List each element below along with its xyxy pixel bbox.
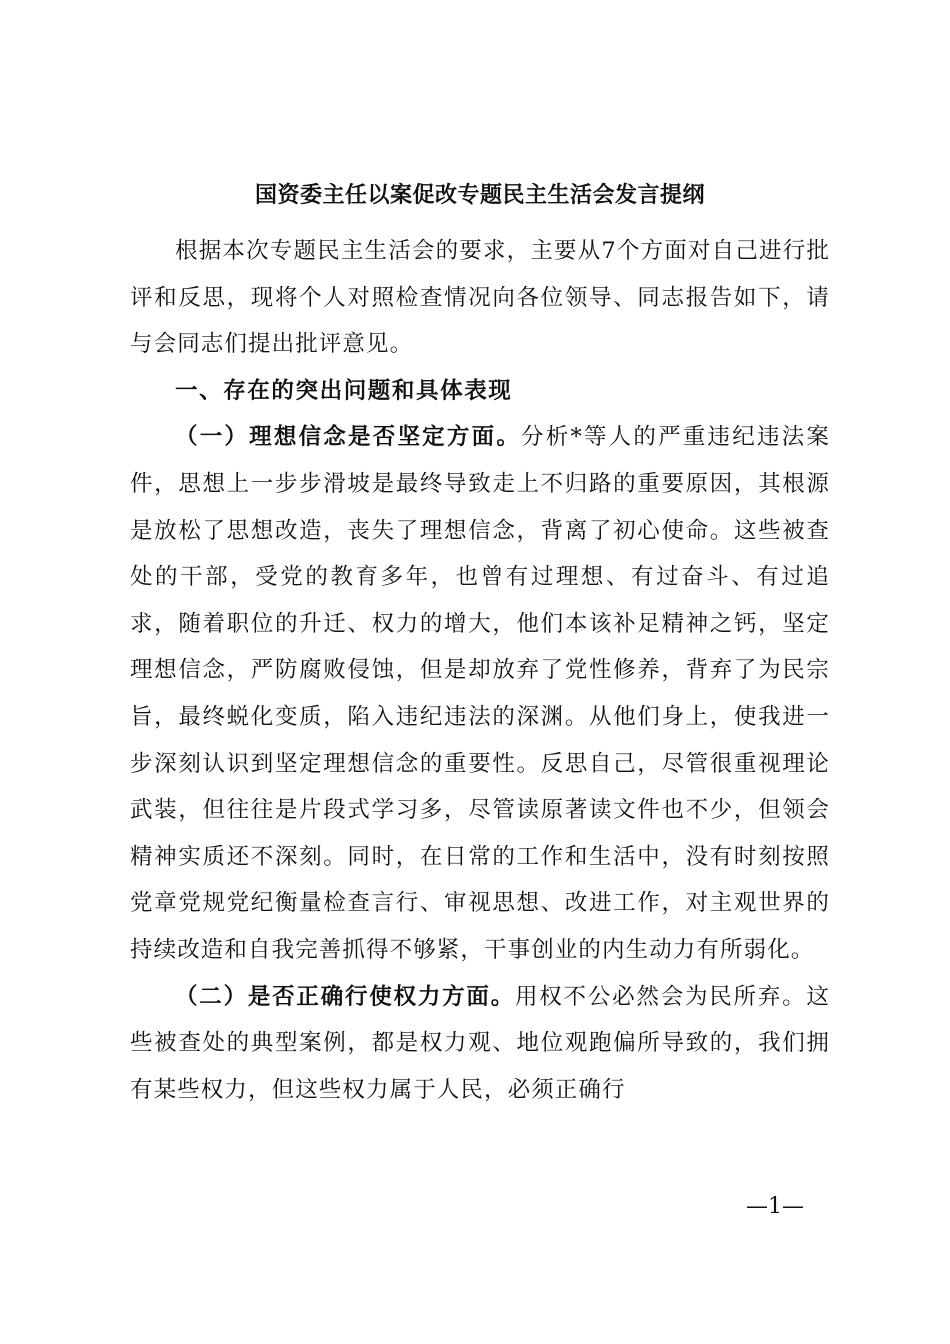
item-2-paragraph [130,974,830,1114]
intro-paragraph: 根据本次专题民主生活会的要求，主要从7个方面对自己进行批评和反思，现将个人对照检查情况向各位领导、同志报告如下，请与会同志们提出批评意见。 [130,238,830,358]
section-heading: 一、存在的突出问题和具体表现 [175,377,513,404]
item-1-paragraph [130,414,830,973]
page-number: —1— [746,1194,804,1219]
item-1-heading: （一）理想信念是否坚定方面。 [175,424,522,451]
item-1-text: 分析*等人的严重违纪违法案件，思想上一步步滑坡是最终导致走上不归路的重要原因，其根源是放松了思想改造，丧失了理想信念，背离了初心使命。这些被查处的干部，受党的教育多年，也曾有过理想、有过奋斗、有过追求，随着职位的升迁、权力的增大，他们本该补足精神之钙，坚定理想信念，严防腐败侵蚀，但是却放弃了党性修养，背弃了为民宗旨，最终蜕化变质，陷入违纪违法的深渊。从他们身上，使我进一步深刻认识到坚定理想信念的重要性。反思自己，尽管很重视理论武装，但往往是片段式学习多，尽管读原著读文件也不少，但领会精神实质还不深刻。同时，在日常的工作和生活中，没有时刻按照党章党规党纪衡量检查言行、审视思想、改进工作，对主观世界的持续改造和自我完善抓得不够紧，干事创业的内生动力有所弱化。 [130,424,830,963]
item-2-text: 用权不公必然会为民所弃。这些被查处的典型案例，都是权力观、地位观跑偏所导致的，我们拥有某些权力，但这些权力属于人民，必须正确行 [130,983,830,1103]
document-title: 国资委主任以案促改专题民主生活会发言提纲 [254,182,705,208]
document-body [130,228,830,1113]
item-2-heading: （二）是否正确行使权力方面。 [175,983,515,1010]
